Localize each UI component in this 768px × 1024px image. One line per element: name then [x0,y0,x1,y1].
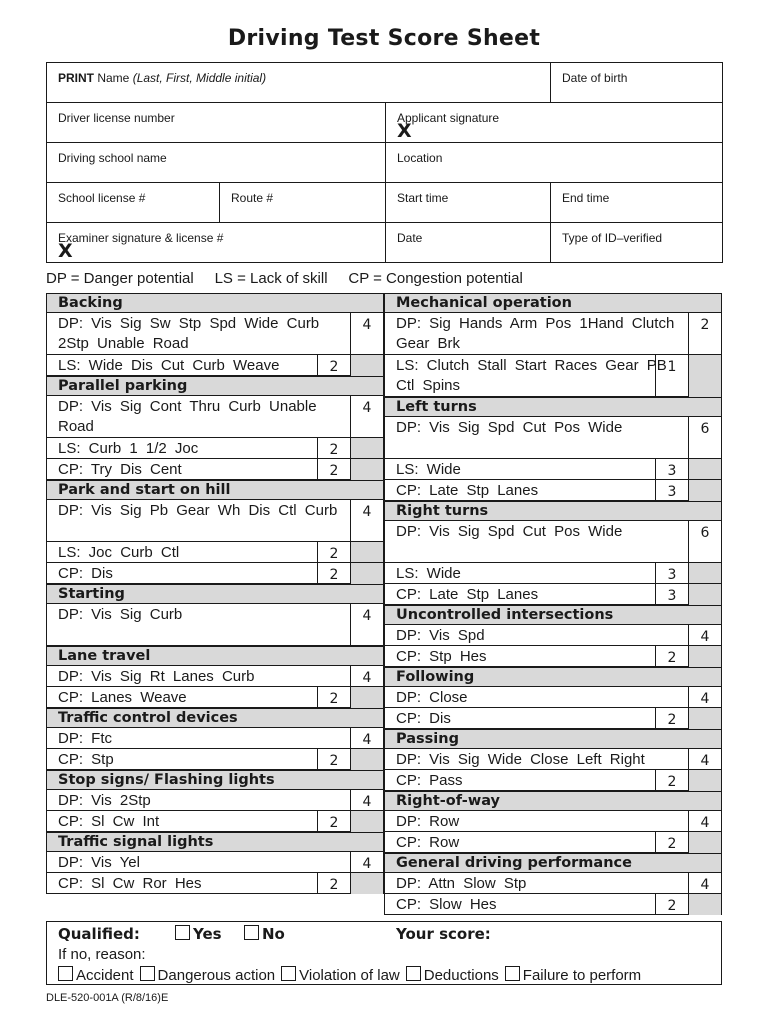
score-row [46,665,384,687]
score-row [46,872,384,894]
criteria-text: DP: Vis Sig Spd Cut Pos Wide [396,419,623,436]
score-entry-box[interactable] [688,355,721,397]
score-row [384,624,722,646]
score-entry-box[interactable] [688,563,721,584]
qualification-box [46,921,722,985]
score-row [46,789,384,811]
score-row [384,810,722,832]
score-label: Your score: [396,925,491,943]
score-entry-box[interactable] [350,563,383,584]
score-entry-box[interactable] [350,542,383,563]
section-header-park-and-start-on-hill: Park and start on hill [46,480,384,500]
score-row [46,499,384,542]
criteria-text: CP: Row [396,834,460,851]
point-value: 2 [655,770,688,791]
id-type-field[interactable] [550,222,723,263]
criteria-text: LS: Wide [396,461,461,478]
section-header-following: Following [384,667,722,687]
score-row [46,354,384,376]
reason-checkbox[interactable] [140,966,155,981]
score-row [384,686,722,708]
score-row [384,872,722,894]
score-entry-box[interactable] [688,770,721,791]
point-value: 3 [655,563,688,584]
section-header-right-turns: Right turns [384,501,722,521]
point-value: 4 [688,811,721,832]
score-entry-box[interactable] [688,459,721,480]
criteria-text: DP: Ftc [58,730,113,747]
score-row [46,437,384,459]
criteria-text: DP: Vis 2Stp [58,792,151,809]
point-value: 2 [655,646,688,667]
score-row [384,312,722,355]
score-entry-box[interactable] [350,749,383,770]
criteria-text: DP: Vis Yel [58,854,140,871]
point-value: 4 [350,500,383,542]
score-row [384,562,722,584]
reason-label-text: Violation of law [299,967,400,984]
point-value: 2 [688,313,721,355]
score-entry-box[interactable] [688,832,721,853]
score-row [384,354,722,397]
location-field[interactable] [385,142,723,183]
score-entry-box[interactable] [350,355,383,376]
start-time-field[interactable] [385,182,551,223]
criteria-text: CP: Late Stp Lanes [396,482,539,499]
point-value: 4 [688,625,721,646]
score-row [46,562,384,584]
score-entry-box[interactable] [350,459,383,480]
criteria-text: LS: Wide Dis Cut Curb Weave [58,357,280,374]
score-entry-box[interactable] [350,811,383,832]
reason-checkbox[interactable] [406,966,421,981]
section-header-stop-signs-flashing-lights: Stop signs/ Flashing lights [46,770,384,790]
reason-checkbox[interactable] [58,966,73,981]
point-value: 4 [688,873,721,894]
dob-field[interactable] [550,62,723,103]
reason-option-dangerous-action[interactable] [140,967,276,984]
date-field[interactable] [385,222,551,263]
criteria-text: LS: Clutch Stall Start Races Gear PB Ctl Spins [396,357,667,394]
point-value: 4 [350,790,383,811]
criteria-text: DP: Vis Sig Sw Stp Spd Wide Curb 2Stp Unable Road [58,315,320,352]
applicant-signature-label: Applicant signature [397,111,500,125]
start-time-label: Start time [397,191,449,205]
reason-label: If no, reason: [58,946,146,963]
reason-label-text: Deductions [423,967,499,984]
score-row [384,645,722,667]
reason-option-failure-to-perform[interactable] [505,967,641,984]
reason-checkbox[interactable] [281,966,296,981]
examiner-signature-field[interactable] [46,222,386,263]
driving-school-label: Driving school name [58,151,167,165]
section-header-uncontrolled-intersections: Uncontrolled intersections [384,605,722,625]
point-value: 4 [350,396,383,438]
dl-number-field[interactable] [46,102,386,143]
score-entry-box[interactable] [350,687,383,708]
point-value: 2 [317,438,350,459]
section-header-mechanical-operation: Mechanical operation [384,293,722,313]
score-row [384,831,722,853]
legend: DP = Danger potential LS = Lack of skill CP = Congestion potential [46,270,523,287]
criteria-text: LS: Curb 1 1/2 Joc [58,440,199,457]
criteria-text: DP: Vis Sig Pb Gear Wh Dis Ctl Curb [58,502,338,519]
score-row [46,541,384,563]
section-header-right-of-way: Right-of-way [384,791,722,811]
reason-label-text: Failure to perform [522,967,642,984]
id-type-label: Type of ID–verified [562,231,663,245]
end-time-field[interactable] [550,182,723,223]
criteria-text: DP: Vis Sig Rt Lanes Curb [58,668,255,685]
criteria-text: DP: Close [396,689,468,706]
criteria-text: CP: Sl Cw Int [58,813,160,830]
end-time-label: End time [562,191,610,205]
section-header-parallel-parking: Parallel parking [46,376,384,396]
criteria-text: DP: Sig Hands Arm Pos 1Hand Clutch Gear Brk [396,315,675,352]
no-label: No [262,925,285,943]
section-header-starting: Starting [46,584,384,604]
section-header-traffic-control-devices: Traffic control devices [46,708,384,728]
score-row [384,479,722,501]
reason-options [58,966,647,984]
score-row [384,893,722,915]
reason-option-violation-of-law[interactable] [281,967,400,984]
section-header-backing: Backing [46,293,384,313]
score-row [384,520,722,563]
section-header-lane-travel: Lane travel [46,646,384,666]
page-title: Driving Test Score Sheet [227,26,541,51]
point-value: 4 [350,666,383,687]
name-field[interactable] [46,62,551,103]
score-row [46,727,384,749]
criteria-text: DP: Row [396,813,460,830]
point-value: 3 [655,480,688,501]
criteria-text: DP: Vis Sig Spd Cut Pos Wide [396,523,623,540]
criteria-text: DP: Vis Sig Wide Close Left Right [396,751,645,768]
point-value: 6 [688,417,721,459]
school-license-label: School license # [58,191,146,205]
section-header-passing: Passing [384,729,722,749]
point-value: 4 [688,687,721,708]
name-hint: (Last, First, Middle initial) [132,71,267,85]
score-row [46,395,384,438]
point-value: 3 [655,459,688,480]
examiner-signature-x-mark: X [58,240,73,262]
score-entry-box[interactable] [350,873,383,894]
point-value: 2 [655,894,688,915]
form-id: DLE-520-001A (R/8/16)E [46,992,169,1004]
route-field[interactable] [219,182,386,223]
date-label: Date [397,231,423,245]
reason-label-text: Accident [76,967,134,984]
print-label: PRINT [58,71,94,85]
criteria-text: CP: Sl Cw Ror Hes [58,875,202,892]
criteria-text: DP: Vis Sig Cont Thru Curb Unable Road [58,398,317,435]
yes-label: Yes [193,925,222,943]
criteria-text: CP: Slow Hes [396,896,497,913]
score-row [46,748,384,770]
point-value: 6 [688,521,721,563]
point-value: 4 [350,728,383,749]
score-entry-box[interactable] [688,480,721,501]
point-value: 2 [655,708,688,729]
point-value: 3 [655,584,688,605]
reason-option-accident[interactable] [58,967,134,984]
route-label: Route # [231,191,274,205]
score-row [46,603,384,646]
section-header-traffic-signal-lights: Traffic signal lights [46,832,384,852]
score-entry-box[interactable] [688,894,721,915]
point-value: 1 [655,355,688,397]
qualified-yes-option[interactable] [175,925,222,943]
location-label: Location [397,151,443,165]
no-checkbox[interactable] [244,925,259,940]
yes-checkbox[interactable] [175,925,190,940]
section-header-general-driving-performance: General driving performance [384,853,722,873]
criteria-text: LS: Wide [396,565,461,582]
criteria-text: CP: Pass [396,772,463,789]
school-license-field[interactable] [46,182,220,223]
reason-option-deductions[interactable] [406,967,499,984]
score-row [46,810,384,832]
score-row [384,748,722,770]
examiner-signature-label: Examiner signature & license # [58,231,224,245]
criteria-text: DP: Vis Spd [396,627,485,644]
dob-label: Date of birth [562,71,628,85]
score-row [46,851,384,873]
point-value: 2 [317,687,350,708]
point-value: 2 [655,832,688,853]
point-value: 4 [688,749,721,770]
criteria-text: CP: Dis [58,565,113,582]
score-row [384,416,722,459]
point-value: 2 [317,563,350,584]
point-value: 2 [317,542,350,563]
score-entry-box[interactable] [688,584,721,605]
point-value: 2 [317,811,350,832]
criteria-text: CP: Late Stp Lanes [396,586,539,603]
score-row [384,458,722,480]
score-entry-box[interactable] [688,646,721,667]
criteria-text: LS: Joc Curb Ctl [58,544,180,561]
name-label: Name [97,71,130,85]
qualified-no-option[interactable] [244,925,285,943]
score-row [384,583,722,605]
dl-number-label: Driver license number [58,111,175,125]
criteria-text: CP: Stp [58,751,114,768]
criteria-text: CP: Stp Hes [396,648,487,665]
reason-checkbox[interactable] [505,966,520,981]
point-value: 2 [317,873,350,894]
criteria-text: CP: Dis [396,710,451,727]
applicant-signature-x-mark: X [397,120,412,142]
criteria-text: CP: Lanes Weave [58,689,187,706]
qualified-label: Qualified: [58,925,140,943]
point-value: 4 [350,604,383,646]
criteria-text: CP: Try Dis Cent [58,461,182,478]
point-value: 2 [317,749,350,770]
point-value: 2 [317,355,350,376]
score-row [46,312,384,355]
reason-label-text: Dangerous action [157,967,276,984]
point-value: 4 [350,313,383,355]
applicant-signature-field[interactable] [385,102,723,143]
section-header-left-turns: Left turns [384,397,722,417]
criteria-text: DP: Vis Sig Curb [58,606,183,623]
score-row [384,769,722,791]
score-row [46,686,384,708]
point-value: 4 [350,852,383,873]
driving-school-field[interactable] [46,142,386,183]
criteria-text: DP: Attn Slow Stp [396,875,527,892]
point-value: 2 [317,459,350,480]
score-entry-box[interactable] [350,438,383,459]
score-entry-box[interactable] [688,708,721,729]
score-row [384,707,722,729]
score-row [46,458,384,480]
